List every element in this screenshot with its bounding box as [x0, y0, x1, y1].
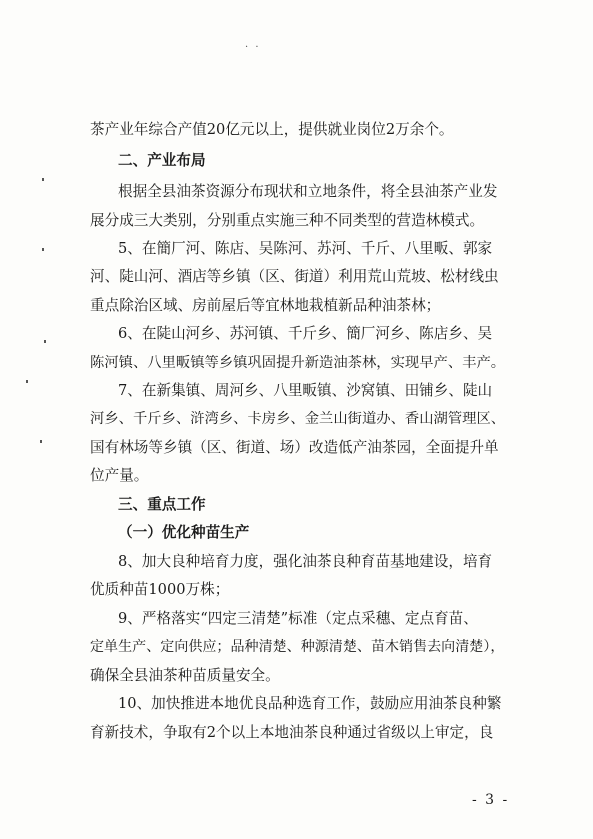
subsection-heading: （一）优化种苗生产: [118, 524, 250, 541]
scan-speck: [44, 340, 46, 343]
body-line: 展分成三大类别，分别重点实施三种不同类型的营造林模式。: [90, 212, 485, 229]
body-line: 7、在新集镇、周河乡、八里畈镇、沙窝镇、田铺乡、陡山: [118, 382, 493, 399]
body-line: 确保全县油茶种苗质量安全。: [90, 667, 280, 684]
section-heading: 三、重点工作: [118, 496, 206, 513]
body-line: 河乡、千斤乡、浒湾乡、卡房乡、金兰山街道办、香山湖管理区、: [90, 411, 506, 427]
body-line: 河、陡山河、酒店等乡镇（区、街道）利用荒山荒坡、松材线虫: [90, 268, 499, 285]
body-line: 9、严格落实“四定三清楚”标准（定点采穗、定点育苗、: [118, 610, 478, 627]
body-line: 陈河镇、八里畈镇等乡镇巩固提升新造油茶林，实现早产、丰产。: [90, 355, 506, 371]
scan-speck: [42, 178, 44, 181]
body-line: 优质种苗1000万株；: [90, 581, 230, 598]
body-line: 8、加大良种培育力度，强化油茶良种育苗基地建设，培育: [118, 553, 493, 570]
body-line: 定单生产、定向供应；品种清楚、种源清楚、苗木销售去向清楚），: [90, 639, 505, 655]
page-number: - 3 -: [472, 792, 510, 808]
body-line: 育新技术，争取有2个以上本地油茶良种通过省级以上审定，良: [90, 724, 494, 741]
body-line: 6、在陡山河乡、苏河镇、千斤乡、簡厂河乡、陈店乡、吴: [118, 325, 493, 342]
scan-speck: [26, 380, 28, 383]
body-line: 根据全县油茶资源分布现状和立地条件，将全县油茶产业发: [118, 183, 498, 200]
scan-speck: [42, 248, 44, 251]
body-line: 国有林场等乡镇（区、街道、场）改造低产油茶园，全面提升单: [90, 439, 499, 456]
body-line: 茶产业年综合产值20亿元以上，提供就业岗位2万余个。: [90, 121, 454, 138]
body-line: 重点除治区域、房前屋后等宜林地栽植新品种油茶林；: [90, 297, 441, 314]
body-line: 位产量。: [90, 467, 149, 484]
top-mark: · ·: [245, 42, 261, 53]
scan-speck: [40, 440, 42, 443]
section-heading: 二、产业布局: [118, 152, 206, 169]
body-line: 10、加快推进本地优良品种选育工作，鼓励应用油茶良种繁: [118, 695, 502, 712]
body-line: 5、在簡厂河、陈店、吴陈河、苏河、千斤、八里畈、郭家: [118, 240, 493, 257]
